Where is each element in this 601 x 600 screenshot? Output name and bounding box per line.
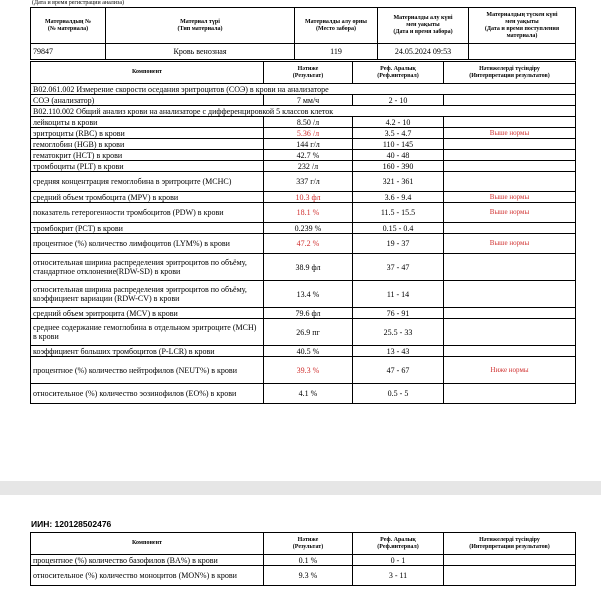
table-row xyxy=(31,161,576,172)
reference-range: 19 - 37 xyxy=(353,234,444,254)
result-value: 4.1 % xyxy=(264,384,353,404)
result-value: 144 г/л xyxy=(264,139,353,150)
table-row xyxy=(31,203,576,223)
reference-range: 3.5 - 4.7 xyxy=(353,128,444,139)
section-title: В02.061.002 Измерение скорости оседания эритроцитов (СОЭ) в крови на анализаторе xyxy=(31,84,576,95)
interpretation xyxy=(444,308,576,319)
table-row xyxy=(31,117,576,128)
table-row xyxy=(31,281,576,308)
component-name: СОЭ (анализатор) xyxy=(31,95,264,106)
table-row xyxy=(31,254,576,281)
header-material-number: Материалдың № (№ материала) xyxy=(31,8,106,44)
component-name: процентное (%) количество лимфоцитов (LYM%) в крови xyxy=(31,234,264,254)
section-row xyxy=(31,106,576,117)
interpretation: Выше нормы xyxy=(444,203,576,223)
page-break xyxy=(0,481,601,495)
reference-range: 0.15 - 0.4 xyxy=(353,223,444,234)
interpretation xyxy=(444,319,576,346)
reference-range: 76 - 91 xyxy=(353,308,444,319)
reference-range: 47 - 67 xyxy=(353,357,444,384)
result-value: 39.3 % xyxy=(264,357,353,384)
table-row xyxy=(31,234,576,254)
table-row xyxy=(31,95,576,106)
table-row xyxy=(31,192,576,203)
result-value: 38.9 фл xyxy=(264,254,353,281)
table-row xyxy=(31,384,576,404)
interpretation xyxy=(444,346,576,357)
reference-range: 321 - 361 xyxy=(353,172,444,192)
header-interpretation: Нәтижелерді түсіндіру (Интерпретация результатов) xyxy=(444,533,576,555)
reference-range: 0 - 1 xyxy=(353,555,444,566)
component-name: относительная ширина распределения эритроцитов по объёму, стандартное отклонение(RDW-SD) в крови xyxy=(31,254,264,281)
component-name: относительное (%) количество эозинофилов (EO%) в крови xyxy=(31,384,264,404)
interpretation xyxy=(444,150,576,161)
component-name: относительное (%) количество моноцитов (MON%) в крови xyxy=(31,566,264,586)
received-date xyxy=(469,44,576,60)
table-row xyxy=(31,223,576,234)
reference-range: 4.2 - 10 xyxy=(353,117,444,128)
component-name: гематокрит (HCT) в крови xyxy=(31,150,264,161)
result-value: 10.3 фл xyxy=(264,192,353,203)
interpretation xyxy=(444,555,576,566)
reference-range: 11.5 - 15.5 xyxy=(353,203,444,223)
result-value: 42.7 % xyxy=(264,150,353,161)
header-collection-place: Материалды алу орны (Место забора) xyxy=(295,8,378,44)
component-name: тромбокрит (PCT) в крови xyxy=(31,223,264,234)
section-title: В02.110.002 Общий анализ крови на анализаторе с дифференцировкой 5 классов клеток xyxy=(31,106,576,117)
header-material-type: Материал түрі (Тип материала) xyxy=(106,8,295,44)
reference-range: 110 - 145 xyxy=(353,139,444,150)
component-name: показатель гетерогенности тромбоцитов (PDW) в крови xyxy=(31,203,264,223)
reference-range: 37 - 47 xyxy=(353,254,444,281)
material-number: 79847 xyxy=(31,44,106,60)
interpretation: Выше нормы xyxy=(444,192,576,203)
table-row xyxy=(31,139,576,150)
result-value: 232 /л xyxy=(264,161,353,172)
header-collection-date: Материалды алу күні мен уақыты (Дата и время забора) xyxy=(378,8,469,44)
result-value: 47.2 % xyxy=(264,234,353,254)
interpretation: Ниже нормы xyxy=(444,357,576,384)
header-ref: Реф. Аралық (Реф.интервал) xyxy=(353,62,444,84)
reference-range: 0.5 - 5 xyxy=(353,384,444,404)
cut-header-text: (Дата и время регистрации анализа) xyxy=(32,0,125,6)
result-value: 26.9 пг xyxy=(264,319,353,346)
table-row xyxy=(31,357,576,384)
result-value: 18.1 % xyxy=(264,203,353,223)
reference-range: 3 - 11 xyxy=(353,566,444,586)
table-row xyxy=(31,128,576,139)
reference-range: 160 - 390 xyxy=(353,161,444,172)
table-row xyxy=(31,319,576,346)
interpretation xyxy=(444,117,576,128)
component-name: относительная ширина распределения эритроцитов по объёму, коэффициент вариации (RDW-CV) в крови xyxy=(31,281,264,308)
result-value: 7 мм/ч xyxy=(264,95,353,106)
result-value: 8.50 /л xyxy=(264,117,353,128)
reference-range: 40 - 48 xyxy=(353,150,444,161)
result-value: 79.6 фл xyxy=(264,308,353,319)
header-interpretation: Нәтижелерді түсіндіру (Интерпретация результатов) xyxy=(444,62,576,84)
component-name: лейкоциты в крови xyxy=(31,117,264,128)
reference-range: 25.5 - 33 xyxy=(353,319,444,346)
collection-date: 24.05.2024 09:53 xyxy=(378,44,469,60)
interpretation xyxy=(444,223,576,234)
interpretation xyxy=(444,172,576,192)
table-row xyxy=(31,346,576,357)
component-name: средняя концентрация гемоглобина в эритроците (MCHC) xyxy=(31,172,264,192)
interpretation xyxy=(444,95,576,106)
header-ref: Реф. Аралық (Реф.интервал) xyxy=(353,533,444,555)
component-name: средний объем эритроцита (MCV) в крови xyxy=(31,308,264,319)
interpretation xyxy=(444,139,576,150)
results-table-page-2 xyxy=(30,532,576,586)
header-component: Компонент xyxy=(31,62,264,84)
header-component: Компонент xyxy=(31,533,264,555)
reference-range: 2 - 10 xyxy=(353,95,444,106)
interpretation xyxy=(444,384,576,404)
table-row xyxy=(31,308,576,319)
component-name: тромбоциты (PLT) в крови xyxy=(31,161,264,172)
interpretation xyxy=(444,281,576,308)
material-info-table xyxy=(30,7,576,60)
reference-range: 13 - 43 xyxy=(353,346,444,357)
iin-label: ИИН: 120128502476 xyxy=(31,519,112,529)
reference-range: 3.6 - 9.4 xyxy=(353,192,444,203)
component-name: коэффициент больших тромбоцитов (P-LCR) в крови xyxy=(31,346,264,357)
component-name: эритроциты (RBC) в крови xyxy=(31,128,264,139)
result-value: 5.36 /л xyxy=(264,128,353,139)
interpretation xyxy=(444,254,576,281)
interpretation: Выше нормы xyxy=(444,128,576,139)
interpretation xyxy=(444,161,576,172)
result-value: 0.1 % xyxy=(264,555,353,566)
interpretation xyxy=(444,566,576,586)
table-row xyxy=(31,172,576,192)
table-row xyxy=(31,555,576,566)
table-row xyxy=(31,566,576,586)
header-received-date: Материалдың түскен күні мен уақыты (Дата и время поступления материала) xyxy=(469,8,576,44)
result-value: 337 г/л xyxy=(264,172,353,192)
results-table xyxy=(30,61,576,404)
component-name: среднее содержание гемоглобина в отдельном эритроците (MCH) в крови xyxy=(31,319,264,346)
result-value: 9.3 % xyxy=(264,566,353,586)
header-result: Нәтиже (Результат) xyxy=(264,533,353,555)
interpretation: Выше нормы xyxy=(444,234,576,254)
component-name: процентное (%) количество базофилов (BA%) в крови xyxy=(31,555,264,566)
collection-place: 119 xyxy=(295,44,378,60)
component-name: процентное (%) количество нейтрофилов (NEUT%) в крови xyxy=(31,357,264,384)
result-value: 13.4 % xyxy=(264,281,353,308)
table-row xyxy=(31,150,576,161)
reference-range: 11 - 14 xyxy=(353,281,444,308)
result-value: 0.239 % xyxy=(264,223,353,234)
header-result: Нәтиже (Результат) xyxy=(264,62,353,84)
section-row xyxy=(31,84,576,95)
component-name: гемоглобин (HGB) в крови xyxy=(31,139,264,150)
material-type: Кровь венозная xyxy=(106,44,295,60)
component-name: средний объем тромбоцита (MPV) в крови xyxy=(31,192,264,203)
result-value: 40.5 % xyxy=(264,346,353,357)
